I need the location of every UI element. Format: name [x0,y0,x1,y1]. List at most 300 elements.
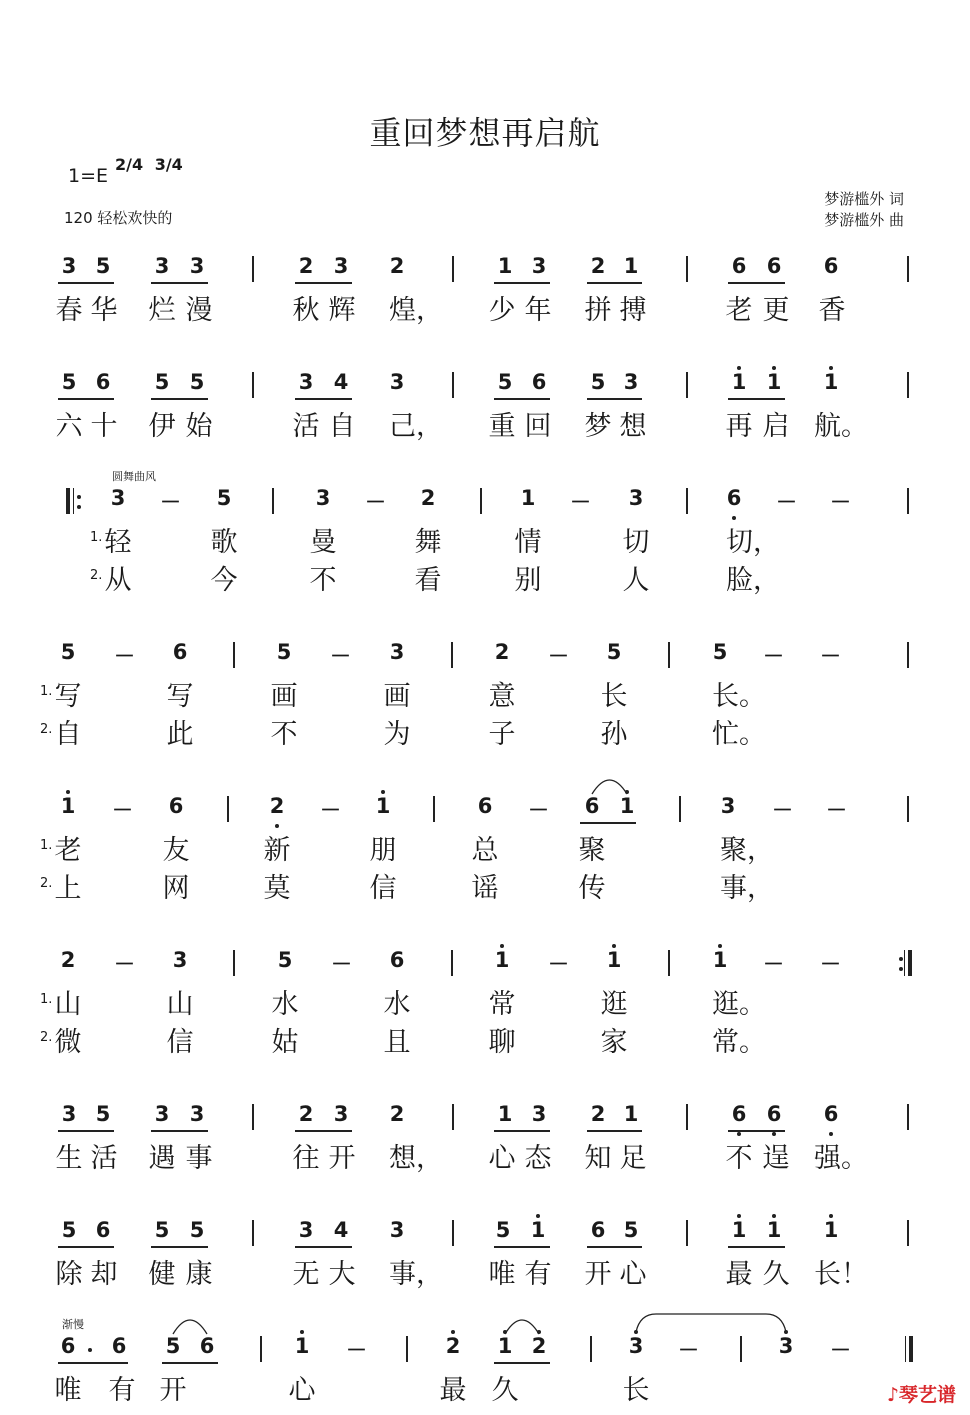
barline [452,1220,454,1246]
note-r7-12: 6 [731,1102,747,1126]
octave-dot-high [503,1330,507,1334]
lyric-r7-4: 事 [185,1143,213,1174]
dash-r4-1: － [114,644,135,668]
barline [907,1104,909,1130]
note-r7-2: 5 [95,1102,111,1126]
lyric-r8-5: 无 [292,1259,320,1290]
barline [452,1104,454,1130]
lyric-v2-r3-1: 从 [104,565,132,596]
note-r2-4: 5 [189,370,205,394]
beam-underline [151,398,208,400]
note-r6-7: 1 [712,948,728,972]
beam-underline [587,1246,642,1248]
lyric-r2-1: 六 [55,411,83,442]
beam-underline [295,1130,352,1132]
lyricist: 梦游槛外 词 [824,190,904,208]
note-r2-1: 5 [61,370,77,394]
note-r1-13: 6 [766,254,782,278]
lyric-v2-r5-5: 谣 [471,873,499,904]
slur [592,780,627,794]
lyric-v1-r5-1: 老 [54,835,82,866]
verse-label-2: 2. [40,1030,53,1045]
note-r2-8: 5 [497,370,513,394]
lyric-r8-4: 康 [185,1259,213,1290]
lyric-v2-r6-4: 且 [383,1027,411,1058]
note-r7-1: 3 [61,1102,77,1126]
barline [272,488,274,514]
octave-dot-high [451,1330,455,1334]
note-r1-6: 3 [333,254,349,278]
note-r3-6: 3 [628,486,644,510]
note-r1-3: 3 [154,254,170,278]
octave-dot-high [718,944,722,948]
note-r1-4: 3 [189,254,205,278]
note-r1-5: 2 [298,254,314,278]
note-r9-7: 1 [497,1334,513,1358]
octave-dot-high [772,1214,776,1218]
dash-r3-4: － [776,490,797,514]
lyric-v2-r6-1: 微 [54,1027,82,1058]
note-r7-7: 2 [389,1102,405,1126]
lyric-v1-r4-5: 意 [488,681,516,712]
lyric-v1-r3-1: 轻 [104,527,132,558]
beam-underline [295,1246,352,1248]
dash-r3-5: － [830,490,851,514]
barline [252,1104,254,1130]
lyric-v1-r5-3: 新 [263,835,291,866]
beam-underline [162,1362,218,1364]
beam-underline [58,1130,114,1132]
lyric-r7-5: 往 [292,1143,320,1174]
note-r9-8: 2 [531,1334,547,1358]
logo-text: 琴艺谱 [898,1384,956,1406]
lyric-v1-r4-1: 写 [54,681,82,712]
note-r6-6: 1 [606,948,622,972]
repeat-dot [77,505,81,509]
lyric-r1-10: 拼 [584,295,612,326]
final-thick [909,1336,913,1362]
lyric-v2-r4-6: 孙 [600,719,628,750]
lyric-v2-r5-4: 信 [369,873,397,904]
lyric-v2-r6-7: 常。 [712,1027,766,1058]
dash-r6-1: － [114,952,135,976]
lyric-v1-r6-3: 水 [271,989,299,1020]
note-r9-4: 6 [199,1334,215,1358]
lyric-r7-7: 想， [389,1143,443,1174]
lyric-r1-8: 少 [488,295,516,326]
octave-dot-high [829,1214,833,1218]
note-r6-4: 6 [389,948,405,972]
note-r2-14: 1 [823,370,839,394]
lyric-r1-3: 烂 [148,295,176,326]
verse-label-1: 1. [90,530,103,545]
note-r9-10: 3 [778,1334,794,1358]
octave-dot-high [612,944,616,948]
note-r9-5: 1 [294,1334,310,1358]
barline [907,1220,909,1246]
lyric-v1-r3-6: 切 [622,527,650,558]
lyric-r9-6: 久 [491,1375,519,1406]
lyric-r9-4: 心 [288,1375,316,1406]
repeat-start-thin [73,488,74,514]
barline [686,1220,688,1246]
lyric-v1-r6-4: 水 [383,989,411,1020]
lyric-r2-13: 启 [762,411,790,442]
lyric-v2-r5-1: 上 [54,873,82,904]
note-r3-1: 3 [110,486,126,510]
lyric-r2-14: 航。 [814,411,868,442]
dash-r3-2: － [365,490,386,514]
beam-underline [587,282,642,284]
lyric-r8-7: 事， [389,1259,443,1290]
note-r4-7: 5 [712,640,728,664]
note-r7-13: 6 [766,1102,782,1126]
beam-underline [728,1130,785,1132]
beam-underline [58,1246,114,1248]
barline [433,796,435,822]
dash-r6-2: － [331,952,352,976]
lyric-r1-1: 春 [55,295,83,326]
repeat-end-thin [904,950,905,976]
note-r2-13: 1 [766,370,782,394]
lyric-r2-8: 重 [488,411,516,442]
repeat-dot [899,967,903,971]
lyric-v2-r3-3: 不 [309,565,337,596]
barline [406,1336,408,1362]
barline [480,488,482,514]
dash-r4-2: － [330,644,351,668]
lyric-r1-2: 华 [90,295,118,326]
octave-dot-high [784,1330,788,1334]
lyric-r7-10: 知 [584,1143,612,1174]
lyric-v2-r3-4: 看 [414,565,442,596]
barline [686,488,688,514]
barline [233,950,235,976]
lyric-v1-r6-5: 常 [488,989,516,1020]
lyric-v1-r6-7: 逛。 [712,989,766,1020]
beam-underline [728,1246,785,1248]
note-r7-10: 2 [590,1102,606,1126]
lyric-v2-r4-7: 忙。 [712,719,766,750]
beam-underline [494,1246,550,1248]
note-r8-7: 3 [389,1218,405,1242]
slur [505,1320,539,1334]
lyric-r8-12: 最 [725,1259,753,1290]
note-r2-7: 3 [389,370,405,394]
dash-r3-3: － [570,490,591,514]
note-r5-7: 1 [619,794,635,818]
verse-label-1: 1. [40,684,53,699]
barline [668,950,670,976]
verse-label-2: 2. [40,876,53,891]
note-r3-7: 6 [726,486,742,510]
lyric-r8-14: 长！ [814,1259,868,1290]
dash-r5-1: － [112,798,133,822]
lyric-r2-4: 始 [185,411,213,442]
note-r2-11: 3 [623,370,639,394]
dash-r5-2: － [320,798,341,822]
note-r3-2: 5 [216,486,232,510]
lyric-r7-2: 活 [90,1143,118,1174]
dash-r6-3: － [548,952,569,976]
lyric-r8-13: 久 [762,1259,790,1290]
key-signature: 1=E [68,165,109,187]
note-r5-2: 6 [168,794,184,818]
lyric-r2-6: 自 [328,411,356,442]
lyric-v1-r5-6: 聚 [578,835,606,866]
dash-r9-3: － [830,1338,851,1362]
note-r5-6: 6 [584,794,600,818]
lyric-r9-5: 最 [439,1375,467,1406]
lyric-r8-3: 健 [148,1259,176,1290]
lyric-r1-9: 年 [524,295,552,326]
lyric-r1-11: 搏 [619,295,647,326]
lyric-r9-2: 有 [108,1375,136,1406]
lyric-v2-r6-3: 姑 [271,1027,299,1058]
lyric-r1-6: 辉 [328,295,356,326]
note-r4-6: 5 [606,640,622,664]
lyric-v2-r6-5: 聊 [488,1027,516,1058]
note-r8-6: 4 [333,1218,349,1242]
dash-r9-1: － [346,1338,367,1362]
beam-underline [494,398,550,400]
lyric-r8-11: 心 [619,1259,647,1290]
beam-underline [295,398,352,400]
lyric-v1-r5-4: 朋 [369,835,397,866]
barline [252,372,254,398]
beam-underline [494,1362,550,1364]
barline [227,796,229,822]
barline [679,796,681,822]
beam-underline [494,282,550,284]
note-r4-2: 6 [172,640,188,664]
note-r1-8: 1 [497,254,513,278]
note-r8-14: 1 [823,1218,839,1242]
lyric-v2-r6-6: 家 [600,1027,628,1058]
note-r1-12: 6 [731,254,747,278]
lyric-v1-r4-4: 画 [383,681,411,712]
lyric-r1-7: 煌， [389,295,443,326]
lyric-v2-r5-3: 莫 [263,873,291,904]
lyric-r7-3: 遇 [148,1143,176,1174]
note-r1-11: 1 [623,254,639,278]
note-r8-13: 1 [766,1218,782,1242]
note-r2-6: 4 [333,370,349,394]
beam-underline [58,1362,128,1364]
lyric-v1-r3-5: 情 [514,527,542,558]
lyric-v1-r3-2: 歌 [210,527,238,558]
barline [907,488,909,514]
site-logo [887,1380,956,1407]
lyric-r1-4: 漫 [185,295,213,326]
barline [252,256,254,282]
beam-underline [728,282,785,284]
note-r9-1: 6 [60,1334,76,1358]
lyric-r1-13: 更 [762,295,790,326]
note-r5-8: 3 [720,794,736,818]
barline [686,256,688,282]
note-r8-3: 5 [154,1218,170,1242]
repeat-dot [77,495,81,499]
composer: 梦游槛外 曲 [824,211,904,229]
barline [668,642,670,668]
lyric-r2-5: 活 [292,411,320,442]
beam-underline [151,1130,208,1132]
meter-b: 3/4 [154,155,183,174]
note-r2-12: 1 [731,370,747,394]
note-r1-10: 2 [590,254,606,278]
octave-dot-high [300,1330,304,1334]
lyric-v2-r4-1: 自 [54,719,82,750]
lyric-v2-r3-6: 人 [622,565,650,596]
lyric-r2-2: 十 [90,411,118,442]
note-r7-8: 1 [497,1102,513,1126]
lyric-v1-r5-7: 聚， [720,835,774,866]
note-r8-11: 5 [623,1218,639,1242]
note-r9-2: 6 [111,1334,127,1358]
note-r8-5: 3 [298,1218,314,1242]
lyric-r7-13: 逞 [762,1143,790,1174]
dash-r6-5: － [820,952,841,976]
lyric-r9-3: 开 [159,1375,187,1406]
verse-label-1: 1. [40,992,53,1007]
lyric-v2-r4-5: 子 [488,719,516,750]
lyric-v2-r4-4: 为 [383,719,411,750]
dash-r4-5: － [820,644,841,668]
barline [233,642,235,668]
lyric-v2-r3-7: 脸， [726,565,780,596]
song-title: 重回梦想再启航 [369,114,601,152]
beam-underline [151,1246,208,1248]
note-r7-3: 3 [154,1102,170,1126]
lyric-r8-2: 却 [90,1259,118,1290]
note-r6-5: 1 [494,948,510,972]
lyric-v1-r6-1: 山 [54,989,82,1020]
note-r6-2: 3 [172,948,188,972]
lyric-v1-r4-2: 写 [166,681,194,712]
dash-r5-3: － [528,798,549,822]
note-r4-4: 3 [389,640,405,664]
lyric-r7-8: 心 [488,1143,516,1174]
octave-dot-high [737,1214,741,1218]
octave-dot-high [634,1330,638,1334]
note-r9-9: 3 [628,1334,644,1358]
barline [686,372,688,398]
slur [173,1320,207,1334]
note-r1-1: 3 [61,254,77,278]
tie [636,1314,786,1332]
lyric-v2-r3-5: 别 [514,565,542,596]
lyric-v1-r3-3: 曼 [309,527,337,558]
note-r4-3: 5 [276,640,292,664]
dash-r6-4: － [763,952,784,976]
note-r9-6: 2 [445,1334,461,1358]
lyric-v1-r3-7: 切， [726,527,780,558]
lyric-v1-r4-7: 长。 [712,681,766,712]
note-r7-9: 3 [531,1102,547,1126]
lyric-r8-1: 除 [55,1259,83,1290]
dash-r4-4: － [763,644,784,668]
lyric-v1-r4-3: 画 [270,681,298,712]
note-r3-3: 3 [315,486,331,510]
octave-dot-high [537,1330,541,1334]
barline [452,372,454,398]
lyric-r8-9: 有 [524,1259,552,1290]
lyric-r7-14: 强。 [814,1143,868,1174]
beam-underline [58,398,114,400]
note-r2-9: 6 [531,370,547,394]
note-r3-4: 2 [420,486,436,510]
beam-underline [728,398,785,400]
lyric-r1-5: 秋 [292,295,320,326]
lyric-v2-r4-3: 不 [270,719,298,750]
lyric-v2-r5-7: 事， [720,873,774,904]
note-r7-5: 2 [298,1102,314,1126]
lyric-r9-7: 长 [622,1375,650,1406]
barline [260,1336,262,1362]
dash-r4-3: － [548,644,569,668]
lyric-r2-10: 梦 [584,411,612,442]
dash-r5-5: － [826,798,847,822]
lyric-r8-8: 唯 [488,1259,516,1290]
barline [907,372,909,398]
lyric-r2-12: 再 [725,411,753,442]
barline [907,796,909,822]
note-r3-5: 1 [520,486,536,510]
lyric-r2-3: 伊 [148,411,176,442]
beam-underline [587,398,642,400]
note-r1-2: 5 [95,254,111,278]
note-r5-3: 2 [269,794,285,818]
lyric-r2-7: 己， [389,411,443,442]
note-r8-9: 1 [530,1218,546,1242]
lyric-v1-r6-2: 山 [166,989,194,1020]
barline [451,642,453,668]
style-mark: 圆舞曲风 [112,470,156,483]
note-r4-1: 5 [60,640,76,664]
note-r8-4: 5 [189,1218,205,1242]
dash-r9-2: － [678,1338,699,1362]
lyric-r9-1: 唯 [54,1375,82,1406]
octave-dot-high [536,1214,540,1218]
lyric-r7-12: 不 [725,1143,753,1174]
note-r6-3: 5 [277,948,293,972]
lyric-v1-r6-6: 逛 [600,989,628,1020]
verse-label-2: 2. [90,568,103,583]
octave-dot-high [381,790,385,794]
note-r1-14: 6 [823,254,839,278]
lyric-r7-11: 足 [619,1143,647,1174]
barline [590,1336,592,1362]
note-r2-2: 6 [95,370,111,394]
note-r6-1: 2 [60,948,76,972]
note-r5-5: 6 [477,794,493,818]
barline [252,1220,254,1246]
repeat-end-bar [908,950,912,976]
note-r2-5: 3 [298,370,314,394]
octave-dot-high [625,790,629,794]
lyric-r1-14: 香 [818,295,846,326]
barline [451,950,453,976]
dash-r5-4: － [772,798,793,822]
note-r8-8: 5 [495,1218,511,1242]
lyric-r2-11: 想 [619,411,647,442]
beam-underline [151,282,208,284]
note-r9-3: 5 [165,1334,181,1358]
meter-a: 2/4 [115,155,144,174]
beam-underline [295,282,352,284]
note-r8-2: 6 [95,1218,111,1242]
